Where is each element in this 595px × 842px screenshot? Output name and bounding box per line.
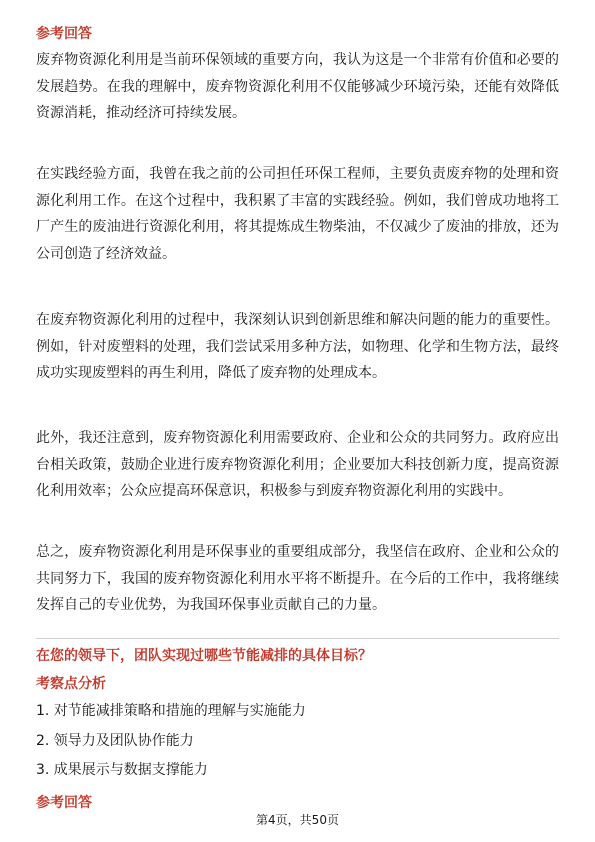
answer-paragraph-1: 废弃物资源化利用是当前环保领域的重要方向，我认为这是一个非常有价值和必要的发展趋势。在我的理解中，废弃物资源化利用不仅能够减少环境污染，还能有效降低资源消耗，推动经济可持续发展。 (36, 52, 559, 121)
answer-paragraph-5: 总之，废弃物资源化利用是环保事业的重要组成部分，我坚信在政府、企业和公众的共同努力下，我国的废弃物资源化利用水平将不断提升。在今后的工作中，我将继续发挥自己的专业优势，为我国环保事业贡献自己的力量。 (36, 544, 559, 613)
answer-heading-2: 参考回答 (36, 795, 92, 811)
page-number: 第4页，共50页 (256, 813, 339, 827)
answer-paragraph-3: 在废弃物资源化利用的过程中，我深刻认识到创新思维和解决问题的能力的重要性。例如，针对废塑料的处理，我们尝试采用多种方法，如物理、化学和生物方法，最终成功实现废塑料的再生利用，降低了废弃物的处理成本。 (36, 312, 559, 381)
analysis-item: 1. 对节能减排策略和措施的理解与实施能力 (36, 703, 306, 719)
answer-paragraph-4: 此外，我还注意到，废弃物资源化利用需要政府、企业和公众的共同努力。政府应出台相关政策，鼓励企业进行废弃物资源化利用；企业要加大科技创新力度，提高资源化利用效率；公众应提高环保意识，积极参与到废弃物资源化利用的实践中。 (36, 430, 559, 499)
answer-paragraph-2: 在实践经验方面，我曾在我之前的公司担任环保工程师，主要负责废弃物的处理和资源化利用工作。在这个过程中，我积累了丰富的实践经验。例如，我们曾成功地将工厂产生的废油进行资源化利用，将其提炼成生物柴油，不仅减少了废油的排放，还为公司创造了经济效益。 (36, 166, 559, 262)
analysis-item: 3. 成果展示与数据支撑能力 (36, 762, 208, 778)
answer-heading: 参考回答 (36, 26, 92, 42)
analysis-heading: 考察点分析 (36, 676, 106, 692)
section-divider (36, 638, 559, 639)
analysis-item: 2. 领导力及团队协作能力 (36, 733, 194, 749)
question-title: 在您的领导下，团队实现过哪些节能减排的具体目标？ (36, 648, 372, 664)
